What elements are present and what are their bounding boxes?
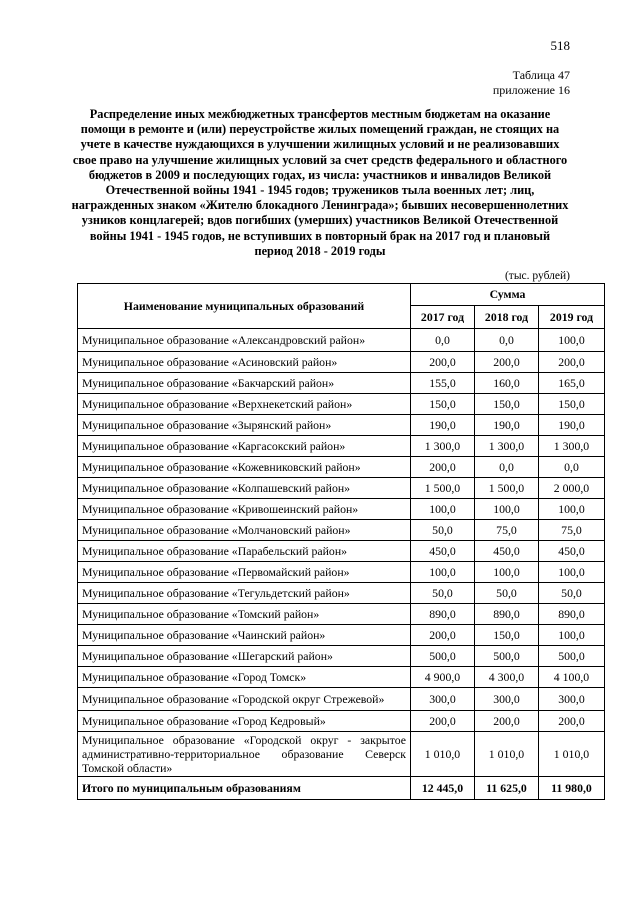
table-row — [78, 478, 605, 499]
table-row — [78, 541, 605, 562]
value-2019: 450,0 — [539, 541, 605, 562]
table-body — [78, 329, 605, 800]
value-2019: 2 000,0 — [539, 478, 605, 499]
value-2019: 890,0 — [539, 604, 605, 625]
table-row — [78, 394, 605, 415]
table-row — [78, 373, 605, 394]
table-row — [78, 688, 605, 711]
municipality-name: Муниципальное образование «Верхнекетский район» — [78, 394, 411, 415]
value-2018: 190,0 — [475, 415, 539, 436]
value-2017: 200,0 — [411, 625, 475, 646]
value-2018: 100,0 — [475, 499, 539, 520]
value-2017: 1 300,0 — [411, 436, 475, 457]
value-2017: 200,0 — [411, 711, 475, 732]
table-row — [78, 625, 605, 646]
table-row — [78, 562, 605, 583]
value-2017: 200,0 — [411, 352, 475, 373]
value-2017: 200,0 — [411, 457, 475, 478]
value-2018: 500,0 — [475, 646, 539, 667]
municipality-name: Муниципальное образование «Зырянский район» — [78, 415, 411, 436]
table-row — [78, 457, 605, 478]
value-2018: 0,0 — [475, 457, 539, 478]
municipality-name: Муниципальное образование «Чаинский район» — [78, 625, 411, 646]
value-2019: 0,0 — [539, 457, 605, 478]
municipality-name: Муниципальное образование «Томский район» — [78, 604, 411, 625]
table-row — [78, 415, 605, 436]
total-value-2017: 12 445,0 — [411, 777, 475, 800]
value-2017: 150,0 — [411, 394, 475, 415]
table-row — [78, 711, 605, 732]
header-year-2017: 2017 год — [411, 306, 475, 329]
value-2017: 100,0 — [411, 562, 475, 583]
value-2018: 1 500,0 — [475, 478, 539, 499]
municipality-name: Муниципальное образование «Тегульдетский район» — [78, 583, 411, 604]
municipality-name: Муниципальное образование «Кривошеинский район» — [78, 499, 411, 520]
table-row — [78, 352, 605, 373]
header-year-2019: 2019 год — [539, 306, 605, 329]
value-2019: 300,0 — [539, 688, 605, 711]
value-2018: 200,0 — [475, 711, 539, 732]
value-2019: 100,0 — [539, 499, 605, 520]
value-2018: 0,0 — [475, 329, 539, 352]
table-row — [78, 583, 605, 604]
value-2018: 150,0 — [475, 625, 539, 646]
value-2019: 1 010,0 — [539, 732, 605, 777]
municipality-name: Муниципальное образование «Город Кедровый» — [78, 711, 411, 732]
table-row — [78, 646, 605, 667]
municipality-name: Муниципальное образование «Кожевниковский район» — [78, 457, 411, 478]
value-2017: 300,0 — [411, 688, 475, 711]
value-2019: 500,0 — [539, 646, 605, 667]
municipality-name: Муниципальное образование «Молчановский район» — [78, 520, 411, 541]
table-row — [78, 732, 605, 777]
value-2019: 75,0 — [539, 520, 605, 541]
municipality-name: Муниципальное образование «Асиновский район» — [78, 352, 411, 373]
document-title: Распределение иных межбюджетных трансфертов местным бюджетам на оказание помощи в ремонте и (или) переустройстве жилых помещений граждан, не стоящих на учете в качестве нуждающихся в улучшении жилищных условий и не реализовавших свое право на улучшение жилищных условий за счет средств федерального и областного бюджетов в 2009 и последующих годах, из числа: участников и инвалидов Великой Отечественной войны 1941 - 1945 годов; тружеников тыла военных лет; лиц, награжденных знаком «Жителю блокадного Ленинграда»; бывших несовершеннолетних узников концлагерей; вдов погибших (умерших) участников Великой Отечественной войны 1941 - 1945 годов, не вступивших в повторный брак на 2017 год и плановый период 2018 - 2019 годы — [71, 107, 569, 258]
value-2018: 150,0 — [475, 394, 539, 415]
value-2019: 100,0 — [539, 562, 605, 583]
value-2018: 1 010,0 — [475, 732, 539, 777]
value-2019: 4 100,0 — [539, 667, 605, 688]
value-2018: 100,0 — [475, 562, 539, 583]
total-value-2018: 11 625,0 — [475, 777, 539, 800]
value-2019: 100,0 — [539, 329, 605, 352]
table-row — [78, 436, 605, 457]
value-2018: 200,0 — [475, 352, 539, 373]
header-year-2018: 2018 год — [475, 306, 539, 329]
municipality-name: Муниципальное образование «Колпашевский район» — [78, 478, 411, 499]
table-row — [78, 604, 605, 625]
value-2017: 100,0 — [411, 499, 475, 520]
value-2017: 450,0 — [411, 541, 475, 562]
value-2018: 4 300,0 — [475, 667, 539, 688]
value-2019: 1 300,0 — [539, 436, 605, 457]
value-2019: 150,0 — [539, 394, 605, 415]
value-2017: 500,0 — [411, 646, 475, 667]
units-label: (тыс. рублей) — [504, 270, 570, 282]
value-2019: 165,0 — [539, 373, 605, 394]
value-2018: 450,0 — [475, 541, 539, 562]
value-2019: 200,0 — [539, 352, 605, 373]
value-2018: 300,0 — [475, 688, 539, 711]
municipality-name: Муниципальное образование «Первомайский район» — [78, 562, 411, 583]
value-2018: 1 300,0 — [475, 436, 539, 457]
total-row — [78, 777, 605, 800]
municipality-name: Муниципальное образование «Александровский район» — [78, 329, 411, 352]
total-label: Итого по муниципальным образованиям — [78, 777, 411, 800]
table-row — [78, 520, 605, 541]
table-row — [78, 667, 605, 688]
header-sum: Сумма — [411, 284, 605, 306]
value-2017: 890,0 — [411, 604, 475, 625]
municipality-name: Муниципальное образование «Каргасокский район» — [78, 436, 411, 457]
municipality-name: Муниципальное образование «Город Томск» — [78, 667, 411, 688]
value-2019: 200,0 — [539, 711, 605, 732]
value-2018: 890,0 — [475, 604, 539, 625]
header-name: Наименование муниципальных образований — [78, 284, 411, 329]
table-label: Таблица 47 — [512, 68, 570, 82]
distribution-table — [77, 283, 605, 800]
value-2019: 190,0 — [539, 415, 605, 436]
appendix-label: приложение 16 — [492, 83, 570, 97]
value-2018: 160,0 — [475, 373, 539, 394]
value-2017: 1 010,0 — [411, 732, 475, 777]
value-2017: 155,0 — [411, 373, 475, 394]
value-2017: 1 500,0 — [411, 478, 475, 499]
table-row — [78, 329, 605, 352]
value-2017: 50,0 — [411, 520, 475, 541]
total-value-2019: 11 980,0 — [539, 777, 605, 800]
municipality-name: Муниципальное образование «Городской округ - закрытое административно-территориальное образование Северск Томской области» — [78, 732, 411, 777]
table-row — [78, 499, 605, 520]
value-2017: 190,0 — [411, 415, 475, 436]
municipality-name: Муниципальное образование «Парабельский район» — [78, 541, 411, 562]
value-2018: 75,0 — [475, 520, 539, 541]
value-2018: 50,0 — [475, 583, 539, 604]
value-2017: 0,0 — [411, 329, 475, 352]
value-2019: 100,0 — [539, 625, 605, 646]
value-2017: 50,0 — [411, 583, 475, 604]
value-2017: 4 900,0 — [411, 667, 475, 688]
municipality-name: Муниципальное образование «Шегарский район» — [78, 646, 411, 667]
municipality-name: Муниципальное образование «Бакчарский район» — [78, 373, 411, 394]
value-2019: 50,0 — [539, 583, 605, 604]
page-number: 518 — [550, 38, 570, 53]
table-reference — [493, 68, 570, 98]
municipality-name: Муниципальное образование «Городской округ Стрежевой» — [78, 688, 411, 711]
